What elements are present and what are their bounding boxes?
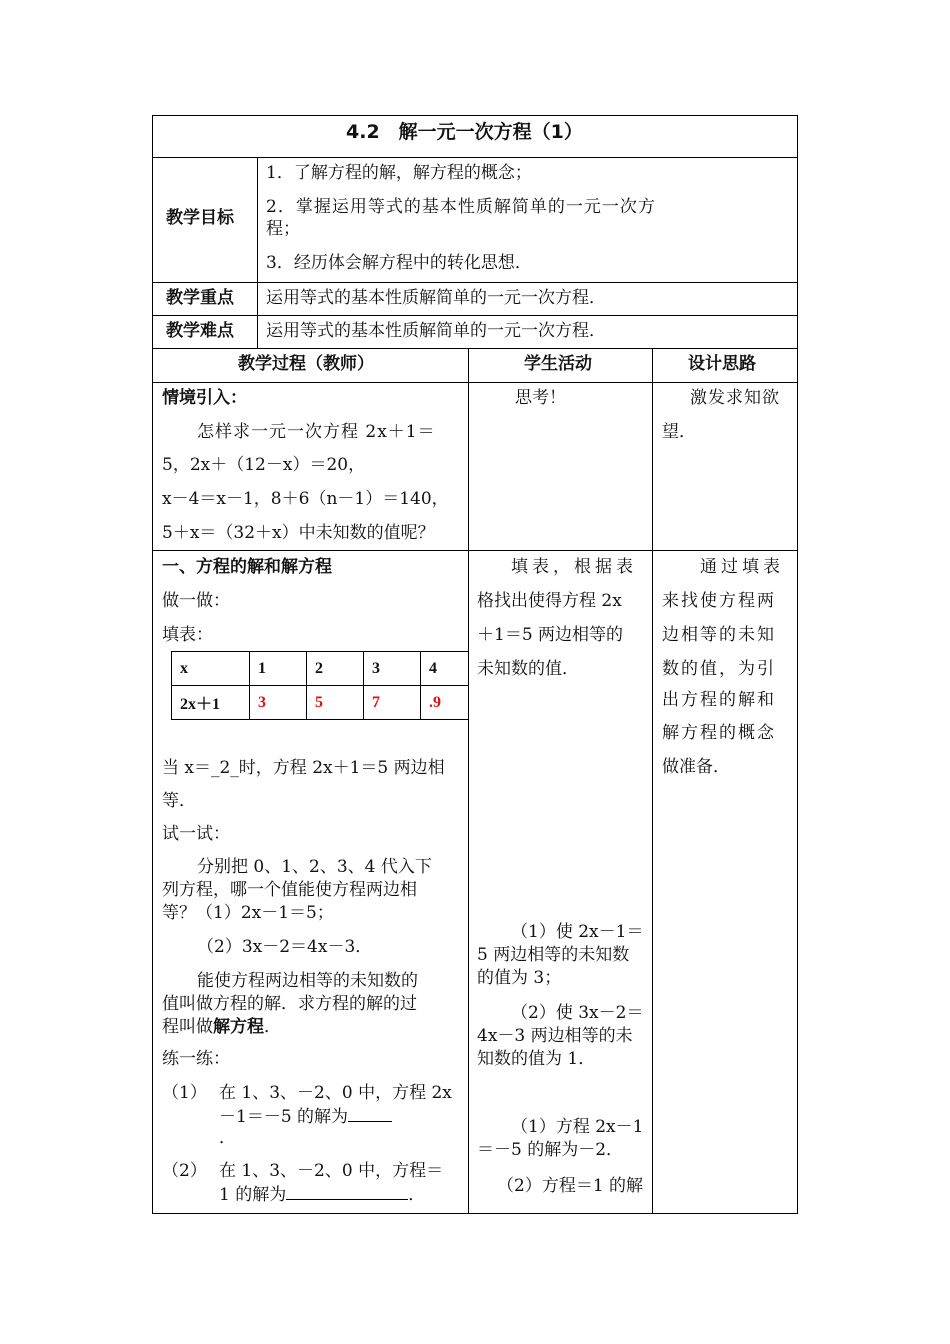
keypoint-label: 教学重点 <box>166 288 234 308</box>
student-b-4: （2）使 3x－2＝ <box>511 1003 644 1023</box>
question-1-end: ． <box>219 1128 236 1148</box>
page-title: 4.2 解一元一次方程（1） <box>346 121 583 143</box>
design-3: 边相等的未知 <box>662 625 776 645</box>
table-cell: 3 <box>364 652 421 686</box>
col-header-design: 设计思路 <box>688 354 756 374</box>
intro-design-1: 激发求知欲 <box>690 388 780 408</box>
col-header-student: 学生活动 <box>524 354 592 374</box>
table-cell: 4 <box>421 652 469 686</box>
question-2-number: （2） <box>162 1161 207 1181</box>
section1-fill: 填表： <box>162 625 213 645</box>
rule-title <box>152 157 798 158</box>
value-table <box>171 651 469 720</box>
trial-line-3: 等？（1）2x－1＝5； <box>162 903 334 923</box>
section1-try: 做一做： <box>162 591 230 611</box>
definition-line-2: 值叫做方程的解．求方程的解的过 <box>162 994 417 1014</box>
student-b-2: 5 两边相等的未知数 <box>477 945 630 965</box>
answer-blank-1[interactable] <box>348 1105 392 1122</box>
definition-suffix: ． <box>264 1017 281 1037</box>
intro-line-2: 5，2x＋（12－x）＝20， <box>162 455 366 475</box>
table-cell: 1 <box>250 652 307 686</box>
when-line-2: 等． <box>162 791 196 811</box>
table-cell: 2x＋1 <box>172 686 250 720</box>
trial-line-1: 分别把 0、1、2、3、4 代入下 <box>197 857 432 877</box>
student-c-2: ＝－5 的解为－2． <box>477 1140 624 1160</box>
question-2-line-2 <box>219 1183 425 1206</box>
student-a-3: ＋1＝5 两边相等的 <box>477 625 624 645</box>
table-cell-answer: 7 <box>364 686 421 720</box>
rule-teacher-col <box>468 348 469 1214</box>
design-4: 数的值，为引 <box>662 659 776 679</box>
objectives-label: 教学目标 <box>166 208 234 228</box>
table-cell-answer: .9 <box>421 686 469 720</box>
objective-2b: 程； <box>266 219 300 239</box>
question-1-number: （1） <box>162 1083 207 1103</box>
student-c-3: （2）方程＝1 的解 <box>497 1176 644 1196</box>
student-b-5: 4x－3 两边相等的未 <box>477 1026 633 1046</box>
table-row <box>172 652 469 686</box>
design-7: 做准备． <box>662 757 730 777</box>
rule-keypoint <box>152 315 798 316</box>
col-header-teacher: 教学过程（教师） <box>238 354 374 374</box>
question-1-line-1: 在 1、3、－2、0 中，方程 2x <box>219 1083 452 1103</box>
intro-line-1: 怎样求一元一次方程 2x＋1＝ <box>197 422 436 442</box>
design-2: 来找使方程两 <box>662 591 776 611</box>
table-cell-answer: 3 <box>250 686 307 720</box>
objective-2a: 2．掌握运用等式的基本性质解简单的一元一次方 <box>266 197 656 217</box>
rule-student-col <box>652 348 653 1214</box>
rule-intro <box>152 550 798 551</box>
definition-line-1: 能使方程两边相等的未知数的 <box>197 971 418 991</box>
student-a-2: 格找出使得方程 2x <box>477 591 622 611</box>
student-c-1: （1）方程 2x－1 <box>511 1117 644 1137</box>
intro-student: 思考！ <box>515 388 566 408</box>
difficulty-text: 运用等式的基本性质解简单的一元一次方程． <box>266 321 606 341</box>
answer-blank-2[interactable] <box>286 1183 408 1200</box>
student-b-3: 的值为 3； <box>477 968 562 988</box>
student-a-1: 填表，根据表 <box>511 557 637 577</box>
table-cell: 2 <box>307 652 364 686</box>
question-2-line-1: 在 1、3、－2、0 中，方程＝ <box>219 1161 444 1181</box>
student-b-6: 知数的值为 1． <box>477 1049 596 1069</box>
definition-term: 解方程 <box>213 1017 264 1037</box>
question-2-text: 1 的解为 <box>219 1185 287 1205</box>
question-1-text: －1＝－5 的解为 <box>219 1107 349 1127</box>
student-b-1: （1）使 2x－1＝ <box>511 922 644 942</box>
design-5: 出方程的解和 <box>662 690 776 710</box>
definition-line-3 <box>162 1016 281 1038</box>
difficulty-label: 教学难点 <box>166 321 234 341</box>
objective-3: 3．经历体会解方程中的转化思想． <box>266 253 532 273</box>
section1-heading: 一、方程的解和解方程 <box>162 557 332 577</box>
question-2-end: ． <box>408 1185 426 1205</box>
table-row <box>172 686 469 720</box>
keypoint-text: 运用等式的基本性质解简单的一元一次方程． <box>266 288 606 308</box>
table-cell: x <box>172 652 250 686</box>
table-cell-answer: 5 <box>307 686 364 720</box>
rule-objectives <box>152 282 798 283</box>
rule-label-col <box>257 157 258 348</box>
intro-heading: 情境引入： <box>162 388 247 408</box>
when-line-1: 当 x＝_2_时，方程 2x＋1＝5 两边相 <box>162 758 445 778</box>
student-a-4: 未知数的值． <box>477 659 579 679</box>
trial-line-4: （2）3x－2＝4x－3． <box>197 937 373 957</box>
definition-prefix: 程叫做 <box>162 1017 213 1037</box>
intro-design-2: 望． <box>662 422 696 442</box>
design-1: 通过填表 <box>700 557 784 577</box>
question-1-line-2 <box>219 1105 392 1128</box>
rule-columns <box>152 382 798 383</box>
intro-line-3: x－4＝x－1，8＋6（n－1）＝140， <box>162 489 449 509</box>
practice-label: 练一练： <box>162 1049 230 1069</box>
intro-line-4: 5＋x＝（32＋x）中未知数的值呢？ <box>162 523 435 543</box>
design-6: 解方程的概念 <box>662 723 776 743</box>
rule-difficulty <box>152 348 798 349</box>
trial-label: 试一试： <box>162 824 230 844</box>
trial-line-2: 列方程，哪一个值能使方程两边相 <box>162 880 417 900</box>
objective-1: 1．了解方程的解，解方程的概念； <box>266 163 532 183</box>
